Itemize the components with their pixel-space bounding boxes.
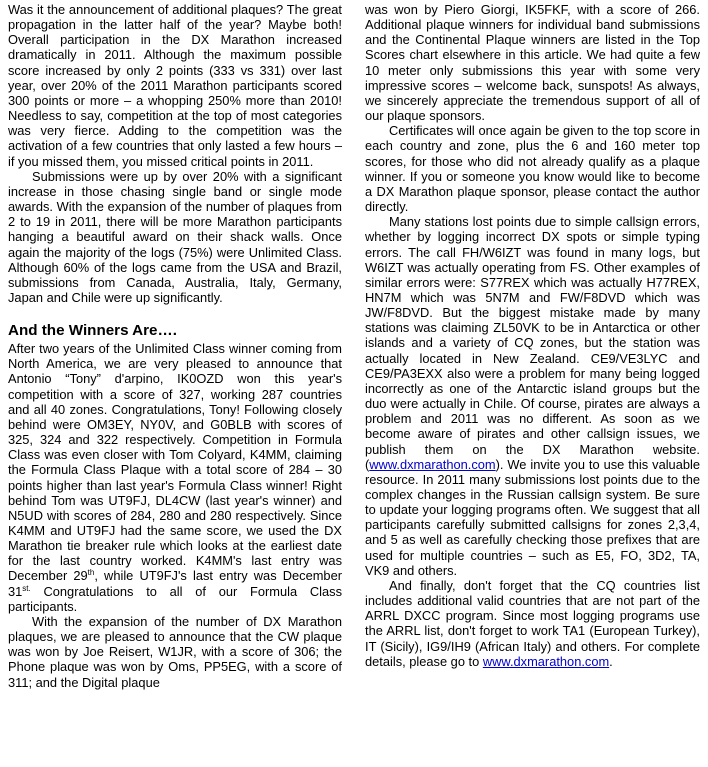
superscript-th: th — [87, 568, 95, 578]
plaques-continued-paragraph: was won by Piero Giorgi, IK5FKF, with a score of 266. Additional plaque winners for individual band submissions and the Continental Plaque winners are listed in the Top Scores chart elsewhere in this article. We had quite a few 10 meter only submissions this year with some very impressive scores – welcome back, sunspots! As always, we sincerely appreciate the tremendous support of all of our plaque sponsors. — [365, 2, 700, 124]
closing-text-1: And finally, don't forget that the CQ countries list includes additional valid countries that are not part of the ARRL DXCC program. Since most logging programs use the ARRL list, don't forget to work TA1 (European Turkey), IT (Sicily), IG9/IH9 (African Italy) and others. For complete details, please go to — [365, 577, 700, 669]
left-column — [8, 2, 342, 767]
superscript-st: st. — [22, 583, 31, 593]
intro-paragraph: Was it the announcement of additional plaques? The great propagation in the latter half of the year? Maybe both! Overall participation in the DX Marathon increased dramatically in 2011. Although the maximum possible score increased by only 2 points (333 vs 331) over last year, over 20% of the 2011 Marathon participants scored 300 points or more – a whopping 250% more than 2010! Needless to say, competition at the top of most categories was very fierce. Adding to the competition was the activation of a few countries that only lasted a few hours – if you missed them, you missed critical points in 2011. — [8, 2, 342, 169]
certificates-paragraph: Certificates will once again be given to the top score in each country and zone, plus the 6 and 160 meter top scores, for those who did not already qualify as a plaque winner. If you or someone you know would like to become a DX Marathon plaque sponsor, please contact the author directly. — [365, 123, 700, 215]
winners-text-3: Congratulations to all of our Formula Class participants. — [8, 583, 342, 614]
submissions-paragraph: Submissions were up by over 20% with a significant increase in those chasing single band or single mode awards. With the expansion of the number of plaques from 2 to 19 in 2011, there will be more Marathon participants hanging a beautiful award on their shack walls. Once again the majority of the logs (75%) were Unlimited Class. Although 60% of the logs came from the USA and Brazil, submissions from Canada, Australia, Italy, Germany, Japan and Chile were up significantly. — [8, 168, 342, 305]
section-heading: And the Winners Are…. — [8, 322, 177, 340]
dxmarathon-link[interactable]: www.dxmarathon.com — [369, 456, 496, 472]
right-column — [365, 2, 700, 767]
callsign-errors-paragraph — [365, 214, 700, 578]
closing-paragraph — [365, 578, 700, 669]
dxmarathon-link-2[interactable]: www.dxmarathon.com — [482, 653, 610, 669]
plaques-paragraph: With the expansion of the number of DX Marathon plaques, we are pleased to announce that the CW plaque was won by Joe Reisert, W1JR, with a score of 306; the Phone plaque was won by Oms, PP5EG, with a score of 311; and the Digital plaque — [8, 613, 342, 690]
winners-text-2: , while UT9FJ's last entry was December 31 — [8, 568, 342, 599]
closing-text-2: . — [609, 653, 613, 669]
winners-text-1: After two years of the Unlimited Class winner coming from North America, we are very pleased to announce that Antonio “Tony” d'arpino, IK0OZD won this year's competition with a score of 327, working 287 countries and all 40 zones. Congratulations, Tony! Following closely behind were OM3EY, NY0V, and G0BLB with scores of 325, 324 and 322 respectively. Competition in Formula Class was even closer with Tom Colyard, K4MM, claiming the Formula Class Plaque with a total score of 284 – 30 points higher than last year's Formula Class winner! Right behind Tom was UT9FJ, DL4CW (last year's winner) and N5UD with scores of 284, 280 and 280 respectively. Since K4MM and UT9FJ had the same score, we used the DX Marathon tie breaker rule which looks at the earliest date for the last country worked. K4MM's last entry was December 29 — [8, 341, 342, 584]
callsign-errors-text-2: ). We invite you to use this valuable resource. In 2011 many submissions lost points due to the complex changes in the Russian callsign system. Be sure to update your logging programs often. We suggest that all participants carefully submitted callsigns for zones 2,3,4, and 5 as well as carefully checking those prefixes that are used for multiple countries – such as E5, FO, 3D2, TA, VK9 and others. — [365, 456, 700, 578]
winners-paragraph — [8, 341, 342, 614]
callsign-errors-text-1: Many stations lost points due to simple callsign errors, whether by logging incorrect DX spots or simple typing errors. The call FH/W6IZT was found in many logs, but W6IZT was actually operating from FS. Other examples of similar errors were: S77REX which was actually H77REX, HN7M which was 5N7M and FW/F8DVD which was JW/F8DVD. But the biggest mistake made by many stations was claiming ZL50VK to be in Antarctica or other islands and a variety of CQ zones, but the station was actually located in New Zealand. CE9/VE3LYC and CE9/PA3EXX also were a problem for many being logged incorrectly as one of the Antarctic island groups but the duo were actually in Chile. Of course, pirates are always a problem and 2011 was no different. As soon as we become aware of pirates and other callsign issues, we publish them on the DX Marathon website. ( — [365, 214, 700, 472]
